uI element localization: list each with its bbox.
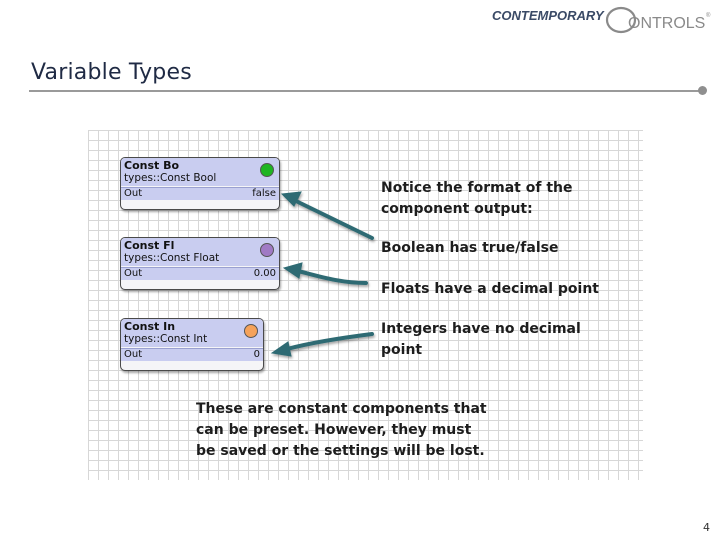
note-line: point <box>381 342 423 358</box>
arrow-to-int-icon <box>272 334 372 356</box>
arrow-to-bool-icon <box>282 192 372 238</box>
component-type: types::Const Bool <box>124 172 217 184</box>
note-line: Notice the format of the <box>381 180 573 196</box>
slot-label: Out <box>124 268 143 279</box>
logo-contemporary-text: CONTEMPORARY <box>492 8 604 23</box>
note-constant-components <box>196 399 487 462</box>
component-name: Const In <box>124 320 176 333</box>
note-boolean: Boolean has true/false <box>381 240 559 256</box>
slot-label: Out <box>124 349 143 360</box>
slot-value: 0 <box>253 349 260 360</box>
note-integers <box>381 319 581 361</box>
note-line: Integers have no decimal <box>381 321 581 337</box>
component-type: types::Const Int <box>124 333 208 345</box>
note-line: These are constant components that <box>196 401 487 417</box>
page-number: 4 <box>703 521 710 534</box>
page-title: Variable Types <box>31 60 192 85</box>
note-line: be saved or the settings will be lost. <box>196 443 485 459</box>
logo-controls-text: ONTROLS <box>628 15 706 32</box>
slot-value: false <box>252 188 276 199</box>
note-line: component output: <box>381 201 533 217</box>
component-name: Const Fl <box>124 239 175 252</box>
note-line: can be preset. However, they must <box>196 422 472 438</box>
slot-value: 0.00 <box>253 268 276 279</box>
note-output-format <box>381 178 572 220</box>
slot-label: Out <box>124 188 143 199</box>
logo-registered-mark: ® <box>706 13 711 19</box>
arrow-to-float-icon <box>284 263 366 283</box>
component-type: types::Const Float <box>124 252 220 264</box>
component-name: Const Bo <box>124 159 180 172</box>
note-floats: Floats have a decimal point <box>381 281 599 297</box>
